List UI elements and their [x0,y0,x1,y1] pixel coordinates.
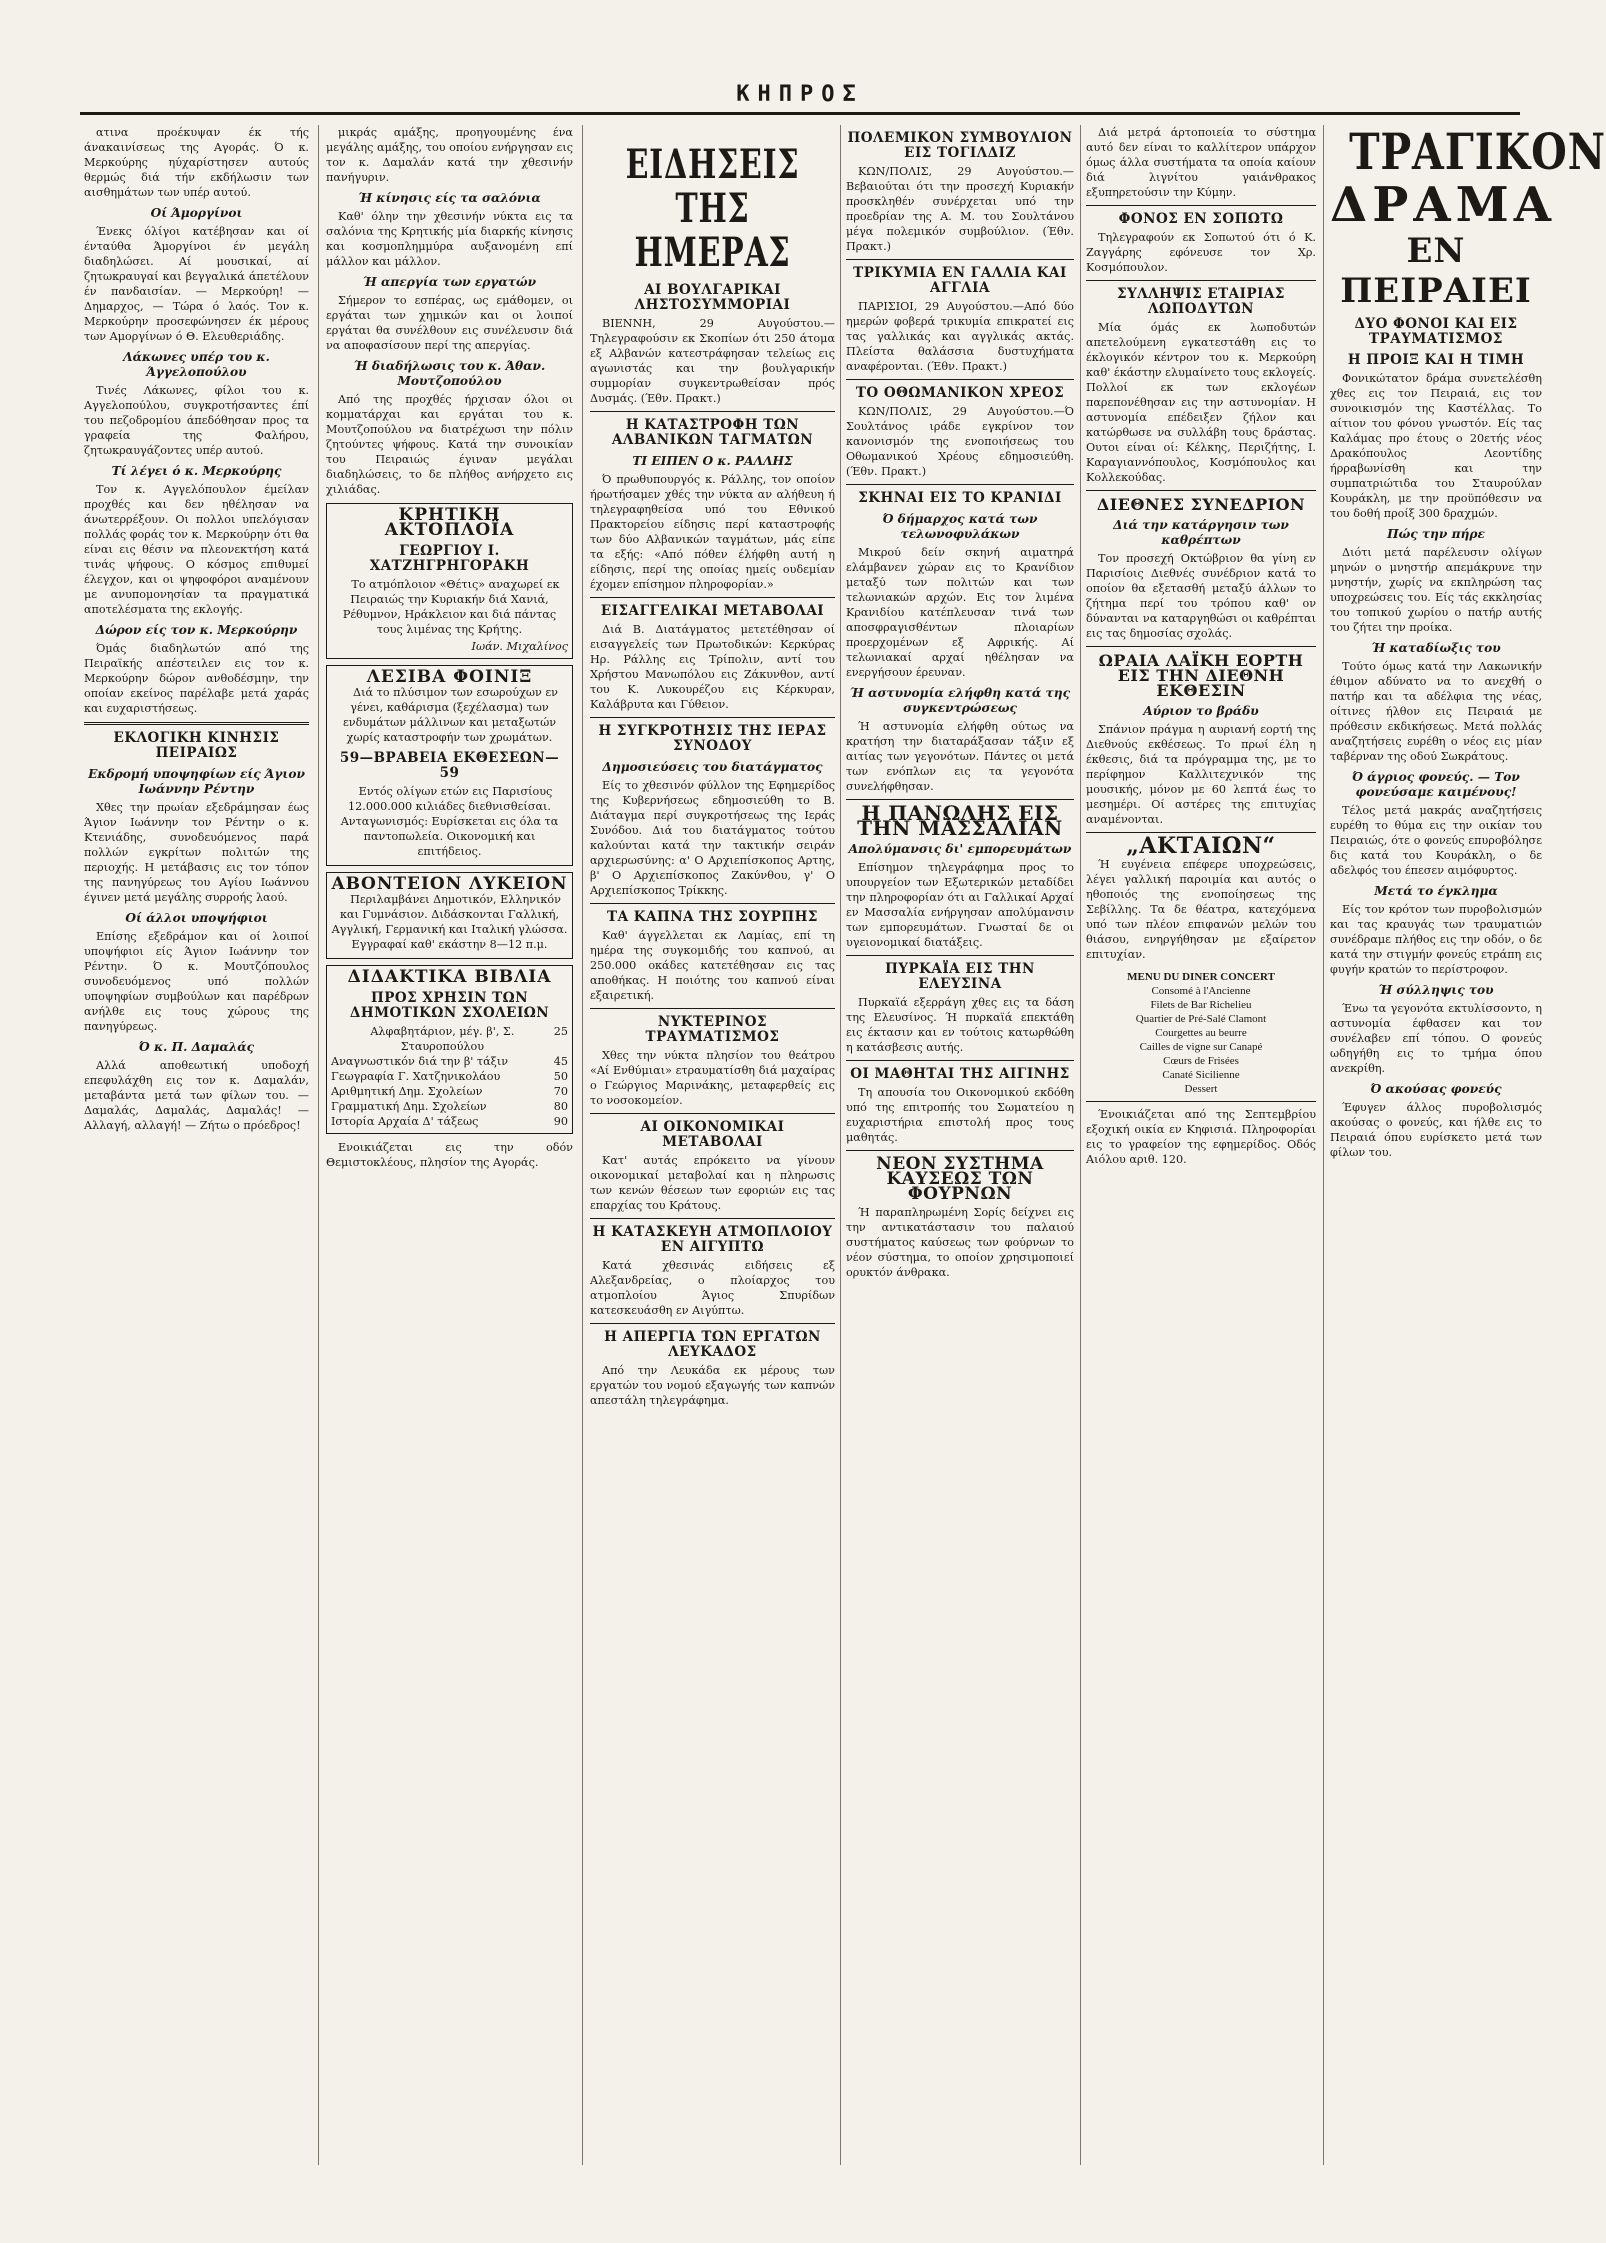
ad-text: Εντός ολίγων ετών εις Παρισίους 12.000.000 κιλιάδες διεθνισθείσαι. Ανταγωνισμός: Ευρίσκεται εις όλα τα παντοπωλεία. Οικονομική και επιτήδειος. [340,785,559,858]
article-heading: ΤΑ ΚΑΠΝΑ ΤΗΣ ΣΟΥΡΠΗΣ [607,909,818,925]
article-text: Σήμερον το εσπέρας, ως εμάθομεν, οι εργάται των χημικών και οι λοιποί εργάται θα συνέλθουν εις συνέλευσιν διά να αποφασίσουν περί της απεργίας. [326,294,573,352]
column-5 [1086,125,1316,2165]
book-price: 70 [553,1085,568,1098]
article-rule [590,717,835,718]
article-subheading: Ή διαδήλωσις του κ. Άθαν. Μουτζοπούλου [353,359,546,388]
ad-title: ΑΒΟΝΤΕΙΟΝ ΛΥΚΕΙΟΝ [331,874,568,894]
article-heading: ΤΡΙΚΥΜΙΑ ΕΝ ΓΑΛΛΙΑ ΚΑΙ ΑΓΓΛΙΑ [853,265,1067,296]
article-text: Όμάς διαδηλωτών από της Πειραϊκής απέστειλεν εις τον κ. Μερκούρην δώρον ανθοδέσμην, την οποίαν εκείνος παρέλαβε μετά χαράς και ευχαριστήσεως. [84,642,309,715]
ad-title: ΛΕΣΙΒΑ ΦΟΙΝΙΞ [366,667,533,687]
advertisement [326,872,573,959]
article-text: Τινές Λάκωνες, φίλοι του κ. Αγγελοπούλου, συγκροτήσαντες έπί του πεζοδρομίου άπεδόθησαν προς τα γραφεία της Φαλήρου, ζητωκραυγάζοντες υπέρ αυτού. [84,384,309,457]
article-rule [1086,1101,1316,1102]
article-rule [846,259,1074,260]
masthead-rule [80,112,1520,115]
book-name: Αναγνωστικόν διά την β' τάξιν [331,1055,509,1068]
book-price: 90 [553,1115,568,1128]
article-heading: ΠΥΡΚΑΪΑ ΕΙΣ ΤΗΝ ΕΛΕΥΣΙΝΑ [885,961,1035,992]
ad-text: Περιλαμβάνει Δημοτικόν, Ελληνικόν και Γυμνάσιον. Διδάσκονται Γαλλική, Αγγλική, Γερμανική και Ιταλική γλώσσα. Εγγραφαί καθ' εκάστην 8—12 π.μ. [331,893,568,951]
article-text: Ό πρωθυπουργός κ. Ράλλης, τον οποίον ήρωτήσαμεν χθές την νύκτα αν αλήθευη ή τηλεγραφηθείσα υπό του Εθνικού Πρακτορείου είδησις περί καταστροφής των δύο Αλβανικών ταγμάτων, μάς είπε τα εξής: «Από πόθεν έλήφθη αυτή η είδησις, περί της οποίας ημείς ουδεμίαν έχομεν επίσημον πληροφορίαν.» [590,473,835,591]
article-subheading: Ή απεργία των εργατών [362,275,537,289]
article-subheading: Εκδρομή υποψηφίων είς Άγιον Ιωάννην Ρέντην [88,767,305,796]
menu-item: Quartier de Pré-Salé Clamont [1135,1013,1267,1025]
ad-title: ΚΡΗΤΙΚΗ ΑΚΤΟΠΛΟΪΑ [384,505,515,540]
article-subheading: Δημοσιεύσεις του διατάγματος [602,760,823,774]
column-divider [582,125,583,2165]
section-rule [84,722,309,725]
article-text: Είς τον κρότον των πυροβολισμών και τας κραυγάς των τραυματιών συνέδραμε πλήθος εις την οδόν, ο δε κατά την στιγμήν φονεύς ετράπη εις φυγήν κρατών το περίστροφον. [1330,903,1542,976]
column-1 [84,125,309,2165]
article-text: Επίσημον τηλεγράφημα προς το υπουργείον των Εξωτερικών μεταδίδει την πληροφορίαν ότι αι Γαλλικαί Αρχαί εν Μασσαλία ενήργησαν απολύμανσιν των εμπορευμάτων. Γνωσταί δε οι υγειονομικαί διατάξεις. [846,861,1074,949]
article-text: Τη απουσία του Οικονομικού εκδόθη υπό της επιτροπής του Σωματείου η ευχαριστήρια επιστολή προς τους μαθητάς. [846,1086,1074,1144]
menu-item: Cœurs de Frisées [1163,1055,1239,1067]
article-rule [846,1060,1074,1061]
article-subheading: Απολύμανσις δι' εμπορευμάτων [848,842,1072,856]
article-subheading: Ή καταδίωξις του [1371,641,1501,655]
article-heading: ΣΚΗΝΑΙ ΕΙΣ ΤΟ ΚΡΑΝΙΔΙ [858,490,1062,506]
article-subheading: ΔΥΟ ΦΟΝΟΙ ΚΑΙ ΕΙΣ ΤΡΑΥΜΑΤΙΣΜΟΣ [1354,316,1518,347]
article-heading: „ΑΚΤΑΙΩΝ“ [1126,833,1276,859]
news-section-title: ΕΙΔΗΣΕΙΣ ΤΗΣ ΗΜΕΡΑΣ [625,141,800,276]
article-heading: Η ΠΑΝΩΛΗΣ ΕΙΣ ΤΗΝ ΜΑΣΣΑΛΙΑΝ [857,801,1063,840]
article-text: Χθες την νύκτα πλησίον του θεάτρου «Αί Ενθύμιαι» ετραυματίσθη διά μαχαίρας ο Γεώργιος Μαρινάκης, μεταφερθείς εις το νοσοκομείον. [590,1049,835,1107]
column-4 [846,125,1074,2165]
article-rule [590,903,835,904]
column-6 [1330,122,1606,2165]
article-heading: ΦΟΝΟΣ ΕΝ ΣΟΠΩΤΩ [1118,211,1284,227]
article-subheading: Η ΠΡΟΙΞ ΚΑΙ Η ΤΙΜΗ [1347,352,1525,368]
article-text: Έφυγεν άλλος πυροβολισμός ακούσας ο φονεύς, και ήλθε εις το Πειραιά όπου ευρίσκετο μετά των φίλων του. [1330,1101,1542,1159]
article-heading: ΠΟΛΕΜΙΚΟΝ ΣΥΜΒΟΥΛΙΟΝ ΕΙΣ ΤΟΓΙΛΔΙΖ [847,130,1073,161]
column-divider [1080,125,1081,2165]
book-price: 80 [553,1100,568,1113]
article-heading: ΣΥΛΛΗΨΙΣ ΕΤΑΙΡΙΑΣ ΛΩΠΟΔΥΤΩΝ [1117,286,1285,317]
menu-item: Filets de Bar Richelieu [1150,999,1252,1011]
article-text: ΒΙΕΝΝΗ, 29 Αυγούστου.—Τηλεγραφούσιν εκ Σκοπίων ότι 250 άτομα εξ Αλβανών κατεστράφησαν τελείως εις αγωνιστάς και την βουλγαρικήν συμμορίαν συγκεντρωθείσαν πρός Δυσμάς. (Έθν. Πρακτ.) [590,317,835,405]
menu-item: Canaté Sicilienne [1162,1069,1240,1081]
dinner-menu [1086,970,1316,1096]
list-item [331,1069,568,1084]
column-3 [590,125,835,2165]
classified-text: Ένοικιάζεται από της Σεπτεμβρίου εξοχική οικία εν Κηφισιά. Πληροφορίαι εις το γραφείον της εφημερίδος. Οδός Αιόλου αριθ. 120. [1086,1108,1316,1166]
book-name: Ιστορία Αρχαία Δ' τάξεως [331,1115,479,1128]
article-subheading: Ό κ. Π. Δαμαλάς [138,1040,255,1054]
article-subheading: ΤΙ ΕΙΠΕΝ Ο κ. ΡΑΛΛΗΣ [632,454,793,468]
article-rule [846,955,1074,956]
article-subheading: Διά την κατάργησιν των καθρέπτων [1113,518,1289,547]
article-heading: ΔΙΕΘΝΕΣ ΣΥΝΕΔΡΙΟΝ [1096,495,1306,514]
book-price: 50 [553,1070,568,1083]
article-subheading: Ή αστυνομία ελήφθη κατά της συγκεντρώσεως [849,686,1071,715]
article-text: Κατά χθεσινάς ειδήσεις εξ Αλεξανδρείας, ο πλοίαρχος του ατμοπλοίου Άγιος Σπυρίδων κατεσκευάσθη εν Αιγύπτω. [590,1259,835,1317]
masthead [80,70,1520,120]
article-text: ατινα προέκυψαν έκ τής άνακαινίσεως της Αγοράς. Ό κ. Μερκούρης ηύχαρίστησεν αυτούς θερμώς διά τήν εκδήλωσιν των αισθημάτων των υπέρ αυτού. [84,126,309,199]
article-subheading: Ή σύλληψις του [1378,983,1494,997]
column-divider [318,125,319,2165]
article-text: Φονικώτατον δράμα συνετελέσθη χθες εις τον Πειραιά, εις τον συνοικισμόν της Καστέλλας. Το αίτιον του φόνου γνωστόν. Είς τας Καλάμας προ έτους ο 20ετής νέος Δρακόπουλος Λεοντίδης ήρραβωνίσθη και την συμπατριώτιδα του Σταυρούλαν Κουράκλη, με την προϋπόθεσιν να του δοθή προίξ 300 δραχμών. [1330,372,1542,520]
article-text: μικράς αμάξης, προηγουμένης ένα μεγάλης αμάξης, του οποίου ενήργησαν εις τον κ. Δαμαλάν κατά την χθεσινήν πανήγυριν. [326,126,573,184]
article-subheading: Ό άγριος φονεύς. — Τον φονεύσαμε καιμένους! [1352,770,1520,799]
column-divider [840,125,841,2165]
article-rule [846,799,1074,800]
article-text: Αλλά αποθεωτική υποδοχή επεφυλάχθη εις τον κ. Δαμαλάν, μεταβάντα μετά των φίλων του. — Δαμαλάς, Δαμαλάς, Δαμαλάς! — Αλλαγή, αλλαγή! — Ζήτω ο πρόεδρος! [84,1059,309,1132]
article-heading: ΝΕΟΝ ΣΥΣΤΗΜΑ ΚΑΥΣΕΩΣ ΤΩΝ ΦΟΥΡΝΩΝ [876,1154,1044,1204]
article-subheading: Τί λέγει ό κ. Μερκούρης [111,464,282,478]
article-rule [590,411,835,412]
article-subheading: Μετά το έγκλημα [1374,884,1498,898]
article-heading: ΑΙ ΒΟΥΛΓΑΡΙΚΑΙ ΛΗΣΤΟΣΥΜΜΟΡΙΑΙ [634,282,791,313]
book-name: Αριθμητική Δημ. Σχολείων [331,1085,483,1098]
article-text: Επίσης εξεδράμον και οί λοιποί υποψήφιοι είς Άγιον Ιωάννην τον Ρέντην. Ό κ. Μουτζόπουλος συνοδευόμενος υπό πολλών υποψηφίων συμβούλων και παρέδρων ανήλθε εις τους χώρους της πανηγύρεως. [84,930,309,1033]
menu-item: Cailles de vigne sur Canapé [1139,1041,1263,1053]
article-subheading: Αύριον το βράδυ [1143,704,1259,718]
column-2 [326,125,573,2165]
article-text: Χθες την πρωίαν εξεδράμησαν έως Άγιον Ιωάννην τον Ρέντην ο κ. Κτενιάδης, συνοδευόμενος παρά πολλών εγκρίτων πολιτών της περιοχής. Η μετάβασις εις τον τόπον της πανηγύρεως του Αγίου Ιωάννου έγινεν μετά μεγάλης συρροής λαού. [84,801,309,904]
article-text: Σπάνιον πράγμα η αυριανή εορτή της Διεθνούς εκθέσεως. Το πρωί έλη η έκθεσις, διά τα πρόγραμμα της, με το περίφημον Καλλιτεχνικόν της μουσικής, μόνον με 60 λεπτά έως το μεσημέρι. Οί αστέρες της επιτυχίας αναμένονται. [1086,723,1316,826]
list-item [331,1099,568,1114]
article-heading: ΤΟ ΟΘΩΜΑΝΙΚΟΝ ΧΡΕΟΣ [855,385,1065,401]
article-heading: Η ΚΑΤΑΣΚΕΥΗ ΑΤΜΟΠΛΟΙΟΥ ΕΝ ΑΙΓΥΠΤΩ [592,1224,833,1255]
ad-signature: Ιωάν. Μιχαλίνος [471,640,568,653]
article-text: Τον κ. Αγγελόπουλον έμείλαν προχθές και δεν ηθέλησαν να άνωτερρέξουν. Οι πολλοι υπελόγισαν πολλάς φοράς τον κ. Μερκούρην ότι θα είναι εις θέσιν να πλεονεκτήση κατά τινάς ψήφους. Ο κόσμος επιθυμεί έλεγχον, και οι ψηφοφόροι αναμένουν με ανυπομονησίαν τα πραγματικά αποτελέσματα της εκλογής. [84,483,309,616]
article-heading: ΕΙΣΑΓΓΕΛΙΚΑΙ ΜΕΤΑΒΟΛΑΙ [600,603,825,619]
column-divider [1323,125,1324,2165]
article-heading: Η ΚΑΤΑΣΤΡΟΦΗ ΤΩΝ ΑΛΒΑΝΙΚΩΝ ΤΑΓΜΑΤΩΝ [611,417,814,448]
article-rule [1086,205,1316,206]
advertisement [326,665,573,866]
article-rule [590,1008,835,1009]
article-rule [1086,490,1316,491]
article-text: Τον προσεχή Οκτώβριον θα γίνη εν Παρισίοις Διεθνές συνέδριον κατά το οποίον θα εξετασθή μεταξύ άλλων το ζήτημα περί του τρόπου καθ' ον δύνανται να καταργηθώσι οι καθρέπται εις τας δημοσίας σχολάς. [1086,552,1316,640]
article-subheading: Λάκωνες υπέρ του κ. Άγγελοπούλου [123,350,270,379]
classified-text: Ενοικιάζεται εις την οδόν Θεμιστοκλέους, πλησίον της Αγοράς. [326,1141,573,1169]
advertisement [326,503,573,659]
book-price: 45 [553,1055,568,1068]
article-rule [590,597,835,598]
article-text: Πυρκαϊά εξερράγη χθες εις τα δάση της Ελευσίνος. Ή πυρκαϊά επεκτάθη εις έκτασιν και εν τούτοις κατωρθώθη η κατάσβεσις αυτής. [846,996,1074,1054]
article-subheading: Πώς την πήρε [1387,527,1485,541]
headline-line-1: ΤΡΑΓΙΚΟΝ [1349,122,1606,181]
article-text: Από την Λευκάδα εκ μέρους των εργατών του νομού εξαγωγής των καπνών απεστάλη τηλεγράφημα. [590,1364,835,1407]
book-name: Γεωγραφία Γ. Χατζηνικολάου [331,1070,501,1083]
book-name: Γραμματική Δημ. Σχολείων [331,1100,487,1113]
article-text: Μικρού δείν σκηνή αιματηρά ελάμβανεν χώραν εις το Κρανίδιον μεταξύ των πολιτών και των τελωνιακών αρχών. Εις τον λιμένα Κρανιδίου κατέπλευσαν τινά των αποσφραγισθέντων πλοιαρίων προερχομένων εξ Αφρικής. Αί τελωνιακαί αρχαί ηθέλησαν να ενεργήσουν έρευναν. [846,546,1074,679]
advertisement [326,965,573,1134]
article-text: Διά Β. Διατάγματος μετετέθησαν οί εισαγγελείς των Πρωτοδικών: Κερκύρας Ηρ. Ράλλης εις Τρίπολιν, αντί του Χρήστου Μανωπόλου εις Ζάκυνθον, αντί του Κ. Λυκουρέζου εις Κέρκυραν, Καλάβρυτα και Γύθειον. [590,623,835,711]
ad-text: Το ατμόπλοιον «Θέτις» αναχωρεί εκ Πειραιώς την Κυριακήν διά Χανιά, Ρέθυμνον, Ηράκλειον και διά πάντας τους λιμένας της Κρήτης. [342,578,560,636]
article-rule [590,1218,835,1219]
article-text: Ή αστυνομία ελήφθη ούτως να κρατήση την διαταράξασαν τάξιν εξ αιτίας των γεγονότων. Πάντες οι μετά των ενόπλων εις τα γεγονότα συνελήφθησαν. [846,720,1074,793]
article-text: Κατ' αυτάς επρόκειτο να γίνουν οικονομικαί μεταβολαί και η πληρωσις των κενών θέσεων των εφοριών εις τας επαρχίας του Κράτους. [590,1154,835,1212]
article-heading: Η ΑΠΕΡΓΙΑ ΤΩΝ ΕΡΓΑΤΩΝ ΛΕΥΚΑΔΟΣ [604,1329,821,1360]
article-heading: ΟΙ ΜΑΘΗΤΑΙ ΤΗΣ ΑΙΓΙΝΗΣ [850,1066,1070,1082]
article-text: Διά μετρά άρτοποιεία το σύστημα αυτό δεν είναι το καλλίτερον υπάρχον όμως άλλα συστήματα τα οποία καίουν διά λιγνίτου γαιάνθρακος εξυπηρετούσιν την Κύμην. [1086,126,1316,199]
article-text: ΚΩΝ/ΠΟΛΙΣ, 29 Αυγούστου.—Ό Σουλτάνος ιράδε εγκρίνον τον κανονισμόν της ενοποιήσεως του Οθωμανικού Χρέους εδημοσιεύθη. (Έθν. Πρακτ.) [846,405,1074,478]
article-rule [590,1323,835,1324]
article-subheading: Ό ακούσας φονεύς [1370,1082,1502,1096]
article-subheading: Οί άλλοι υποψήφιοι [125,911,268,925]
article-subheading: Ό δήμαρχος κατά των τελωνοφυλάκων [882,512,1038,541]
list-item [331,1024,568,1054]
article-text: Είς το χθεσινόν φύλλον της Εφημερίδος της Κυβερνήσεως εδημοσιεύθη το Β. Διάταγμα περί συγκροτήσεως της Ιεράς Συνόδου. Διά του διατάγματος τούτου καλούνται κατά την τακτικήν σειράν αρχιερωσύνης: α' Ο Αρχιεπίσκοπος Αρτης, β' Ο Αρχιεπίσκοπος Ζακύνθου, γ' Ο Αρχιεπίσκοπος Τρίκκης. [590,779,835,897]
article-rule [590,1113,835,1114]
list-item [331,1054,568,1069]
article-rule [846,1150,1074,1151]
book-price: 25 [553,1025,568,1038]
book-name: Αλφαβητάριον, μέγ. β', Σ. Σταυροπούλου [370,1025,515,1053]
article-heading: Η ΣΥΓΚΡΟΤΗΣΙΣ ΤΗΣ ΙΕΡΑΣ ΣΥΝΟΔΟΥ [598,723,827,754]
headline-line-2: ΔΡΑΜΑ [1330,177,1556,233]
article-heading: ΩΡΑΙΑ ΛΑΪΚΗ ΕΟΡΤΗ ΕΙΣ ΤΗΝ ΔΙΕΘΝΗ ΕΚΘΕΣΙΝ [1098,651,1304,700]
article-text: Ή παραπληρωμένη Σορίς δείχνει εις την αντικατάστασιν του παλαιού συστήματος καύσεως των φούρνων το νέον σύστημα, το οποίον χρησιμοποιεί ορυκτόν άνθρακα. [846,1206,1074,1279]
ad-subtitle: ΠΡΟΣ ΧΡΗΣΙΝ ΤΩΝ ΔΗΜΟΤΙΚΩΝ ΣΧΟΛΕΙΩΝ [349,990,550,1021]
article-rule [1086,646,1316,647]
article-text: Τέλος μετά μακράς αναζητήσεις ευρέθη το θύμα εις την οικίαν του Πειραιώς, ότε ο φονεύς επυροβόλησε δις κατά του Κουράκλη, ο δε αδελφός του έπεσεν αιμόφυρτος. [1330,804,1542,877]
menu-item: Consomé à l'Ancienne [1151,985,1251,997]
article-rule [846,484,1074,485]
article-text: ΠΑΡΙΣΙΟΙ, 29 Αυγούστου.—Από δύο ημερών φοβερά τρικυμία επικρατεί εις τας γαλλικάς και αγγλικάς ακτάς. Πλείστα θαλάσσια δυστυχήματα αναφέρονται. (Έθν. Πρακτ.) [846,300,1074,373]
article-text: Διότι μετά παρέλευσιν ολίγων μηνών ο μνηστήρ απεμάκρυνε την μνηστήν, χωρίς να εκπληρώση τας υποχρεώσεις του. Είς τάς εκκλησίας του τοπικού χωρίου ο πατήρ αυτής του ζήτει την προίκα. [1330,546,1542,634]
menu-item: Courgettes au beurre [1155,1027,1247,1039]
article-text: Καθ' άγγελλεται εκ Λαμίας, επί τη ημέρα της συγκομιδής του καπνού, αι 250.000 οκάδες κατετέθησαν εις τας αποθήκας. Η ποιότης του καπνού είναι εξαιρετική. [590,929,835,1002]
article-text: Ή ευγένεια επέφερε υποχρεώσεις, λέγει γαλλική παροιμία και αυτός ο ηθοποιός της ενοποίησεως της Σεβίλλης. Τα δε θέατρα, κατεχόμενα υπό των πλέον επιφανών μελών του θιάσου, ενηργήθησαν με εξαίρετον επιτυχίαν. [1086,858,1316,961]
article-rule [1086,280,1316,281]
article-subheading: Δώρον είς τον κ. Μερκούρην [95,623,298,637]
headline-line-3: ΕΝ ΠΕΙΡΑΙΕΙ [1340,231,1532,311]
article-text: Μία όμάς εκ λωποδυτών απετελούμενη εγκατεστάθη εις το έκλογικόν κέντρον του κ. Μερκούρη καθ' έκάστην ελυμαίνετο τους εκλογείς. Πολλοί εκ των εκλογέων παρεπονέθησαν εις την αστυνομίαν. Η αστυνομία επέδειξεν ζήλον και κατώρθωσε να συλλάβη τους δράστας. Ουτοι είναι οί: Κέλκης, Περιζήτης, Ι. Καραγιαννόπουλος, Κοσμόπουλος και Κολλεκούδας. [1086,321,1316,484]
section-heading: ΕΚΛΟΓΙΚΗ ΚΙΝΗΣΙΣ ΠΕΙΡΑΙΩΣ [113,730,280,761]
article-subheading: Ή κίνησις είς τα σαλόνια [358,191,541,205]
article-text: ΚΩΝ/ΠΟΛΙΣ, 29 Αυγούστου.—Βεβαιούται ότι την προσεχή Κυριακήν προσκληθέν συνέρχεται υπό την προεδρίαν της Α. Μ. του Σουλτάνου μέγα πολεμικόν συμβούλιον. (Έθν. Πρακτ.) [846,165,1074,253]
article-rule [846,379,1074,380]
article-text: Ένω τα γεγονότα εκτυλίσσοντο, η αστυνομία έφθασεν και τον συνέλαβεν επί τόπου. Ο φονεύς ωδηγήθη εις το τμήμα όπου ανεκρίθη. [1330,1002,1542,1075]
ad-text: Διά το πλύσιμον των εσωρούχων εν γένει, καθάρισμα (ξεχέλασμα) των ενδυμάτων μάλλινων και μεταξωτών χωρίς καταστροφήν των χρωμάτων. [343,686,558,744]
ad-subtitle: ΓΕΩΡΓΙΟΥ Ι. ΧΑΤΖΗΓΡΗΓΟΡΑΚΗ [369,543,530,574]
article-text: Από της προχθές ήρχισαν όλοι οι κομματάρχαι και εργάται του κ. Μουτζοπούλου να διατρέχωσι την πόλιν ζητούντες ψήφους. Κατά την συνοικίαν του Πειραιώς έγιναν μεγάλαι διαδηλώσεις, το δε πλήθος ανήρχετο εις χιλιάδας. [326,393,573,496]
ad-highlight: 59—ΒΡΑΒΕΙΑ ΕΚΘΕΣΕΩΝ—59 [339,750,560,781]
article-text: Ένεκς όλίγοι κατέβησαν και οί ένταύθα Άμοργίνοι έν μεγάλη διαδηλώσει. Αί μουσικαί, αί ζητωκραυγαί και βεγγαλικά άπετέλουν έν πανδαισίαν. — Μερκούρη! — Δημαρχος, — Τώρα ό λαός. Τον κ. Μερκούρην προσεφώνησεν έκ μέρους των Αμοργίνων ό Θ. Ελευθεριάδης. [84,225,309,343]
article-subheading: Οί Άμοργίνοι [150,206,243,220]
newspaper-title: ΚΗΠΡΟΣ [736,82,864,107]
list-item [331,1084,568,1099]
article-text: Τηλεγραφούν εκ Σοπωτού ότι ό Κ. Ζαγγάρης εφόνευσε τον Χρ. Κοσμόπουλον. [1086,231,1316,274]
article-heading: ΝΥΚΤΕΡΙΝΟΣ ΤΡΑΥΜΑΤΙΣΜΟΣ [645,1014,780,1045]
article-heading: ΑΙ ΟΙΚΟΝΟΜΙΚΑΙ ΜΕΤΑΒΟΛΑΙ [640,1119,785,1150]
menu-title: MENU DU DINER CONCERT [1127,971,1275,983]
book-list [331,1024,568,1129]
menu-item: Dessert [1184,1083,1218,1095]
article-text: Τούτο όμως κατά την Λακωνικήν έθιμον αδύνατο να το ανεχθή ο πατήρ και τα αδέλφια της νέας, οίτινες ήλθον εις Πειραιά με πρόθεσιν εκδικήσεως. Μετά πολλάς αναζητήσεις ευρέθη ο νέος εις μίαν ταβέρναν της οδού Σωκράτους. [1330,660,1542,763]
list-item [331,1114,568,1129]
ad-title: ΔΙΔΑΚΤΙΚΑ ΒΙΒΛΙΑ [347,967,552,987]
article-text: Καθ' όλην την χθεσινήν νύκτα εις τα σαλόνια της Κρητικής μία διαρκής κίνησις και κοσμοπλημμύρα αυξανομένη επί μάλλον και μάλλον. [326,210,573,268]
